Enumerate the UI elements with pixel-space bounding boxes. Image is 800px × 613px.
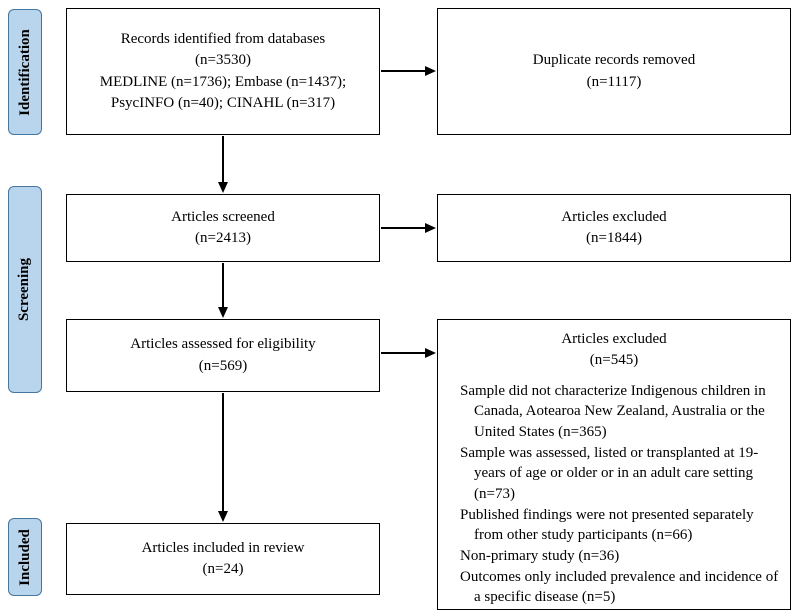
text-line: Records identified from databases [120,30,326,47]
text-line: (n=1844) [586,230,642,246]
box-articles-screened [66,194,380,262]
box-articles-excluded-screening [437,194,791,262]
exclusion-reason: Outcomes only included prevalence and incidence of a specific disease (n=5) [460,568,779,606]
text-line: (n=2413) [195,230,251,246]
box-articles-excluded-eligibility [437,319,791,610]
exclusion-reason: Non-primary study (n=36) [460,548,620,565]
text-line: Articles screened [171,208,275,225]
text-line: (n=1117) [586,73,642,90]
stage-screening-label: Screening [16,257,33,322]
text-line: (n=3530) [195,52,251,69]
text-line: Duplicate records removed [532,52,696,69]
box-records-identified [66,8,380,135]
text-line: Articles excluded [561,208,667,225]
stage-screening [8,186,42,393]
text-line: Articles assessed for eligibility [130,336,316,353]
exclusion-reason: Sample did not characterize Indigenous children in Canada, Aotearoa New Zealand, Australia or the United States (n=365) [460,382,766,440]
box-articles-assessed [66,319,380,392]
arrow-screened-to-excluded [381,227,425,229]
text-line: Articles included in review [141,539,305,556]
arrow-screened-to-assessed [222,263,224,307]
exclusion-reason: Published findings were not presented separately from other study participants (n=66) [460,506,754,544]
arrow-records-to-duplicates [381,70,425,72]
stage-included [8,518,42,596]
box-duplicates-removed [437,8,791,135]
text-line: PsycINFO (n=40); CINAHL (n=317) [110,94,336,111]
text-line: MEDLINE (n=1736); Embase (n=1437); [99,73,347,90]
stage-identification [8,9,42,135]
exclusion-reason: Sample was assessed, listed or transplanted at 19-years of age or older or in an adult care setting (n=73) [460,444,759,503]
arrow-assessed-to-excluded [381,352,425,354]
arrow-assessed-to-included [222,393,224,511]
text-line: (n=569) [198,357,248,374]
exclusion-reasons-list [444,381,784,609]
arrow-records-to-screened [222,136,224,182]
stage-identification-label: Identification [16,28,33,116]
text-line: Articles excluded [561,331,667,347]
text-line: (n=545) [589,352,639,369]
text-line: (n=24) [202,561,244,577]
box-articles-included [66,523,380,595]
stage-included-label: Included [16,528,33,586]
